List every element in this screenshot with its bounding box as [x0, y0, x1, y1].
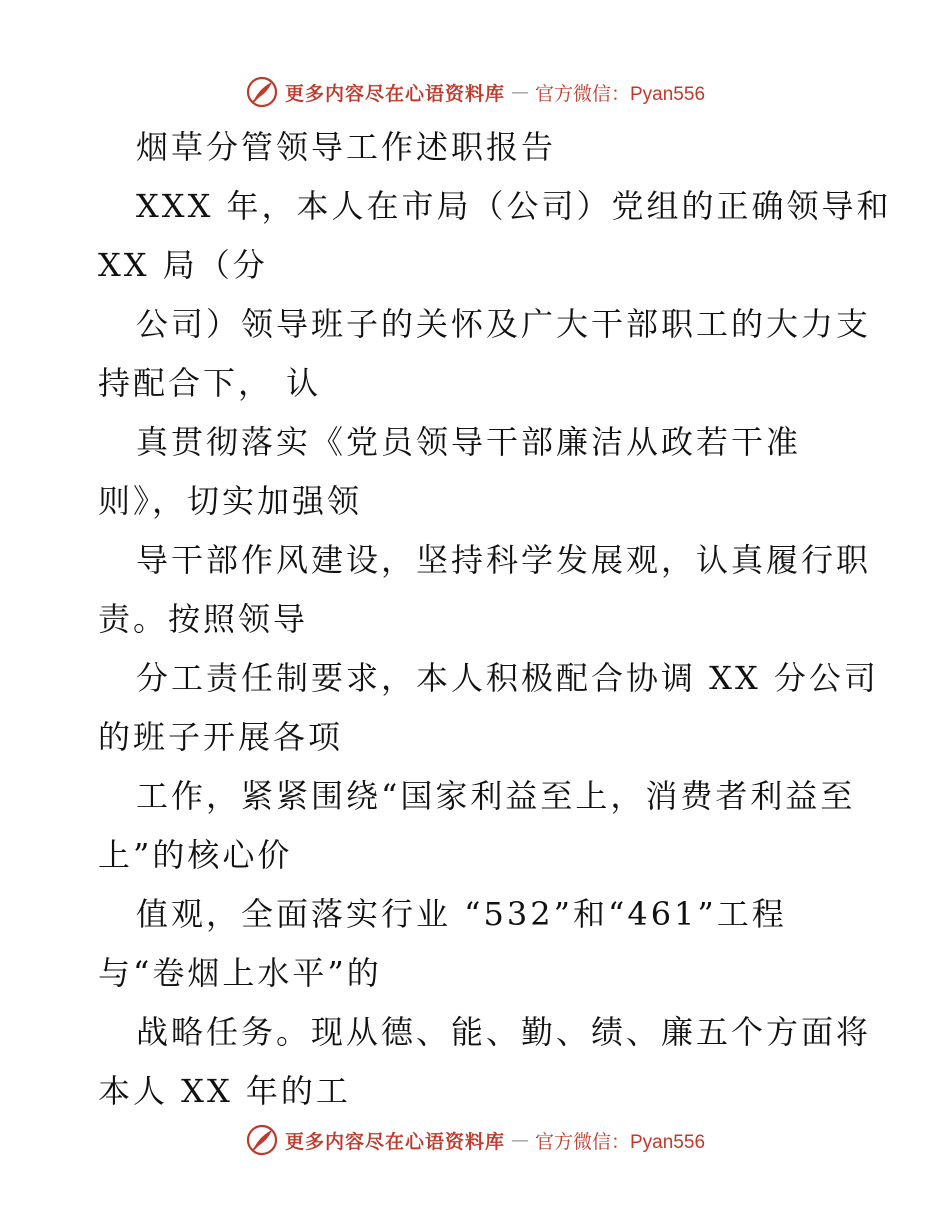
footer-banner	[0, 1120, 950, 1160]
text-line: 战略任务。现从德、能、勤、绩、廉五个方面将	[136, 1013, 872, 1051]
text-line: 分工责任制要求，本人积极配合协调 XX 分公司	[136, 659, 879, 697]
document-title: 烟草分管领导工作述职报告	[136, 128, 557, 166]
text-line: 本人 XX 年的工	[98, 1072, 351, 1110]
banner-account-text: 官方微信：Pyan556	[535, 83, 706, 105]
text-line: 工作，紧紧围绕“国家利益至上，消费者利益至	[136, 777, 856, 815]
banner-separator: —	[511, 1129, 529, 1151]
text-line: 导干部作风建设，坚持科学发展观，认真履行职	[136, 541, 872, 579]
text-line: 责。按照领导	[98, 600, 309, 638]
feather-pen-logo-icon	[245, 1123, 279, 1157]
text-line: 的班子开展各项	[98, 718, 344, 756]
header-banner	[0, 72, 950, 112]
text-line: XXX 年，本人在市局（公司）党组的正确领导和	[136, 187, 892, 225]
text-line: 值观，全面落实行业 “532”和“461”工程	[136, 895, 787, 933]
text-line: 真贯彻落实《党员领导干部廉洁从政若干准	[136, 423, 802, 461]
text-line: 与“卷烟上水平”的	[98, 954, 382, 992]
banner-account-text: 官方微信：Pyan556	[535, 1131, 706, 1153]
text-line: 持配合下， 认	[98, 364, 322, 402]
text-line: 则》，切实加强领	[98, 482, 363, 520]
text-line: XX 局（分	[98, 246, 268, 284]
feather-pen-logo-icon	[245, 75, 279, 109]
banner-separator: —	[511, 81, 529, 103]
document-body	[98, 118, 892, 1121]
banner-main-text: 更多内容尽在心语资料库	[284, 82, 505, 105]
text-line: 上”的核心价	[98, 836, 293, 874]
banner-main-text: 更多内容尽在心语资料库	[284, 1130, 505, 1153]
text-line: 公司）领导班子的关怀及广大干部职工的大力支	[136, 305, 872, 343]
